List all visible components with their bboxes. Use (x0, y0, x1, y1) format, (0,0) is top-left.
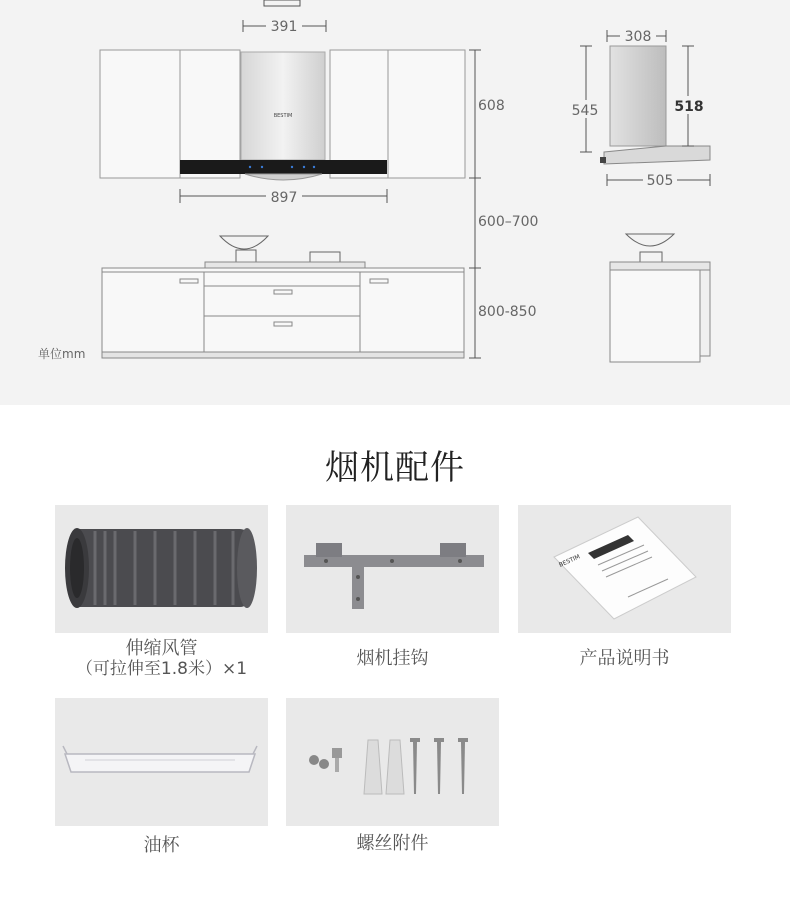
svg-text:800-850: 800-850 (478, 304, 537, 320)
accessory-label: 油杯 (143, 835, 180, 856)
accessory-label: 产品说明书 (579, 648, 670, 669)
accessory-card-screws (286, 698, 499, 854)
installation-drawing (0, 0, 790, 405)
manual-booklet-icon (518, 505, 731, 633)
svg-text:308: 308 (624, 29, 652, 45)
unit-label: 单位mm (38, 347, 86, 361)
side-cabinet (610, 234, 710, 362)
dim-total-width (180, 187, 387, 206)
dimension-diagram (0, 0, 790, 405)
accessory-sub: （可拉伸至1.8米）×1 (75, 659, 248, 679)
accessory-label: 烟机挂钩 (356, 648, 429, 669)
oil-cup-icon (55, 698, 268, 826)
lower-cabinet (102, 268, 464, 358)
accessory-card-duct (55, 505, 268, 679)
accessory-card-oil-cup (55, 698, 268, 856)
screws-icon (286, 698, 499, 826)
svg-text:600–700: 600–700 (478, 214, 539, 230)
svg-text:BESTIM: BESTIM (273, 113, 293, 119)
accessories-title: 烟机配件 (325, 448, 465, 488)
svg-text:897: 897 (270, 190, 298, 206)
accessory-name: 伸缩风管 (125, 638, 198, 659)
svg-text:545: 545 (571, 103, 599, 119)
svg-text:BESTIM: BESTIM (557, 553, 582, 569)
svg-text:608: 608 (478, 98, 505, 114)
svg-text:391: 391 (270, 19, 298, 35)
dim-hood-width (243, 16, 326, 35)
accessory-card-hook (286, 505, 499, 669)
accessory-label (55, 639, 268, 679)
svg-text:505: 505 (646, 173, 674, 189)
duct-hose-icon (55, 505, 268, 633)
wall-hook-bracket-icon (286, 505, 499, 633)
accessory-card-manual (518, 505, 731, 669)
gas-stove (205, 236, 365, 268)
accessory-label: 螺丝附件 (356, 833, 429, 854)
svg-text:518: 518 (674, 99, 704, 115)
